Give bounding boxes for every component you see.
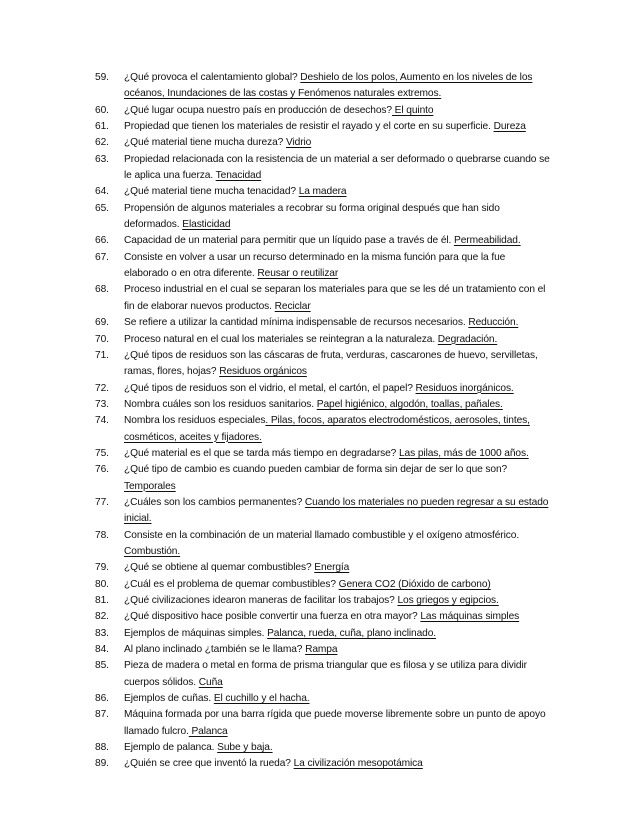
answer-text: Palanca, rueda, cuña, plano inclinado. (267, 627, 437, 639)
question-text: ¿Qué material es el que se tarda más tiempo en degradarse? (124, 447, 399, 459)
question-item (0, 756, 638, 772)
answer-text: Dureza (493, 121, 526, 133)
question-text: Consiste en volver a usar un recurso determinado en la misma función para que la fue elaborado o en otra diferente. (124, 251, 506, 280)
question-item (0, 560, 638, 576)
question-list (0, 70, 638, 773)
question-text: Al plano inclinado ¿también se le llama? (124, 644, 306, 656)
answer-text: Sube y baja. (217, 742, 273, 754)
answer-text: Deshielo de los polos, Aumento en los niveles de los océanos, Inundaciones de las costas y Fenómenos naturales extremos. (124, 72, 533, 100)
question-text: Propensión de algunos materiales a recobrar su forma original después que han sido deformados. (124, 202, 500, 231)
question-number: 66. (95, 235, 109, 247)
answer-text: Reciclar (274, 300, 311, 312)
answer-text: Temporales (124, 480, 176, 492)
question-item (0, 495, 638, 528)
answer-text: El cuchillo y el hacha. (213, 693, 310, 705)
question-item (0, 103, 638, 119)
question-text: Pieza de madera o metal en forma de prisma triangular que es filosa y se utiliza para dividir cuerpos sólidos. (124, 660, 527, 688)
question-number: 83. (95, 627, 109, 639)
answer-text: Elasticidad (182, 219, 231, 231)
question-text: Consiste en la combinación de un material llamado combustible y el oxígeno atmosférico. (124, 529, 520, 541)
question-number: 88. (95, 742, 109, 754)
question-item (0, 609, 638, 625)
question-item (0, 152, 638, 185)
answer-text: Cuña (198, 676, 223, 688)
question-item (0, 184, 638, 200)
question-number: 61. (95, 121, 109, 133)
question-item (0, 250, 638, 283)
question-item (0, 462, 638, 495)
answer-text: Genera CO2 (Dióxido de carbono) (338, 578, 491, 590)
question-number: 89. (95, 758, 109, 770)
question-text: Nombra los residuos especiales (124, 415, 266, 427)
question-item (0, 740, 638, 756)
question-text: Ejemplos de máquinas simples. (124, 627, 268, 639)
answer-text: Papel higiénico, algodón, toallas, pañales. (316, 398, 503, 410)
question-number: 77. (95, 496, 109, 508)
question-number: 62. (95, 137, 109, 149)
question-item (0, 315, 638, 331)
question-text: ¿Qué provoca el calentamiento global? (124, 72, 301, 83)
question-text: ¿Quién se cree que inventó la rueda? (124, 758, 294, 770)
question-number: 74. (95, 415, 109, 427)
question-item (0, 282, 638, 315)
question-number: 86. (95, 693, 109, 705)
question-item (0, 658, 638, 691)
question-item (0, 119, 638, 135)
question-item (0, 528, 638, 561)
question-item (0, 348, 638, 381)
question-item (0, 413, 638, 446)
question-number: 73. (95, 398, 109, 410)
question-item (0, 332, 638, 348)
answer-text: Las máquinas simples (420, 611, 520, 623)
question-text: Proceso industrial en el cual se separan los materiales para que se les dé un tratamiento con el fin de elaborar nuevos productos. (124, 284, 546, 312)
question-text: Ejemplo de palanca. (124, 742, 218, 754)
question-number: 67. (95, 251, 109, 263)
question-text: ¿Cuál es el problema de quemar combustibles? (124, 578, 339, 590)
answer-text: . Pilas, focos, aparatos electrodomésticos, aerosoles, tintes, cosméticos, aceites y fijadores. (124, 415, 530, 443)
answer-text: Las pilas, más de 1000 años. (398, 447, 529, 459)
question-number: 87. (95, 709, 109, 721)
question-text: Proceso natural en el cual los materiales se reintegran a la naturaleza. (124, 333, 438, 345)
question-item (0, 135, 638, 151)
question-text: ¿Qué material tiene mucha tenacidad? (124, 186, 299, 198)
answer-text: Rampa (305, 644, 338, 656)
question-text: ¿Qué lugar ocupa nuestro país en producción de desechos? (124, 104, 392, 116)
answer-text: El quinto (391, 104, 434, 116)
question-item (0, 381, 638, 397)
question-number: 65. (95, 202, 109, 214)
question-text: Máquina formada por una barra rígida que puede moverse libremente sobre un punto de apoyo llamado fulcro. (124, 709, 546, 737)
question-number: 63. (95, 153, 109, 165)
question-item (0, 642, 638, 658)
question-number: 68. (95, 284, 109, 296)
question-number: 72. (95, 382, 109, 394)
question-text: Ejemplos de cuñas. (124, 693, 214, 705)
answer-text: Residuos inorgánicos. (415, 382, 514, 394)
answer-text: Los griegos y egipcios. (397, 595, 499, 606)
question-item (0, 691, 638, 707)
question-item (0, 446, 638, 462)
answer-text: Cuando los materiales no pueden regresar a su estado inicial. (124, 496, 549, 525)
answer-text: Reusar o reutilizar (257, 268, 339, 280)
answer-text: La madera (298, 186, 347, 198)
question-item (0, 707, 638, 740)
question-text: ¿Qué material tiene mucha dureza? (124, 137, 286, 149)
question-number: 85. (95, 660, 109, 672)
question-number: 64. (95, 186, 109, 198)
answer-text: Degradación. (437, 333, 498, 345)
question-number: 80. (95, 578, 109, 590)
question-item (0, 233, 638, 249)
answer-text: Combustión. (124, 545, 181, 557)
question-number: 60. (95, 104, 109, 116)
answer-text: Vidrio (285, 137, 312, 149)
question-number: 82. (95, 611, 109, 623)
question-item (0, 593, 638, 609)
question-item (0, 577, 638, 593)
answer-text: Palanca (188, 725, 228, 737)
question-number: 76. (95, 464, 109, 476)
question-item (0, 626, 638, 642)
question-text: ¿Qué tipos de residuos son las cáscaras de fruta, verduras, cascarones de huevo, servilletas, ramas, flores, hojas? (124, 349, 538, 378)
question-text: ¿Qué dispositivo hace posible convertir una fuerza en otra mayor? (124, 611, 421, 623)
question-number: 70. (95, 333, 109, 345)
question-item (0, 70, 638, 103)
answer-text: Residuos orgánicos (219, 366, 307, 378)
question-number: 84. (95, 644, 109, 656)
answer-text: La civilización mesopotámica (293, 758, 423, 770)
question-number: 69. (95, 317, 109, 329)
question-number: 75. (95, 447, 109, 459)
question-number: 81. (95, 595, 109, 606)
answer-text: Permeabilidad. (454, 235, 521, 247)
question-number: 71. (95, 349, 109, 361)
question-number: 79. (95, 562, 109, 574)
question-item (0, 397, 638, 413)
question-text: Se refiere a utilizar la cantidad mínima indispensable de recursos necesarios. (124, 317, 469, 329)
question-text: ¿Qué tipos de residuos son el vidrio, el metal, el cartón, el papel? (124, 382, 416, 394)
question-item (0, 201, 638, 234)
answer-text: Tenacidad (215, 170, 262, 182)
question-text: ¿Qué se obtiene al quemar combustibles? (124, 562, 315, 574)
question-text: ¿Qué civilizaciones idearon maneras de facilitar los trabajos? (124, 595, 398, 606)
answer-text: Reducción. (468, 317, 519, 329)
question-text: Propiedad que tienen los materiales de resistir el rayado y el corte en su superficie. (124, 121, 494, 133)
question-text: Nombra cuáles son los residuos sanitarios. (124, 398, 317, 410)
question-text: Propiedad relacionada con la resistencia de un material a ser deformado o quebrarse cuando se le aplica una fuerza. (124, 153, 550, 182)
question-text: ¿Qué tipo de cambio es cuando pueden cambiar de forma sin dejar de ser lo que son? (124, 464, 508, 476)
question-text: Capacidad de un material para permitir que un líquido pase a través de él. (124, 235, 455, 247)
question-number: 78. (95, 529, 109, 541)
question-text: ¿Cuáles son los cambios permanentes? (124, 496, 305, 508)
answer-text: Energía (314, 562, 350, 574)
question-number: 59. (95, 72, 109, 83)
